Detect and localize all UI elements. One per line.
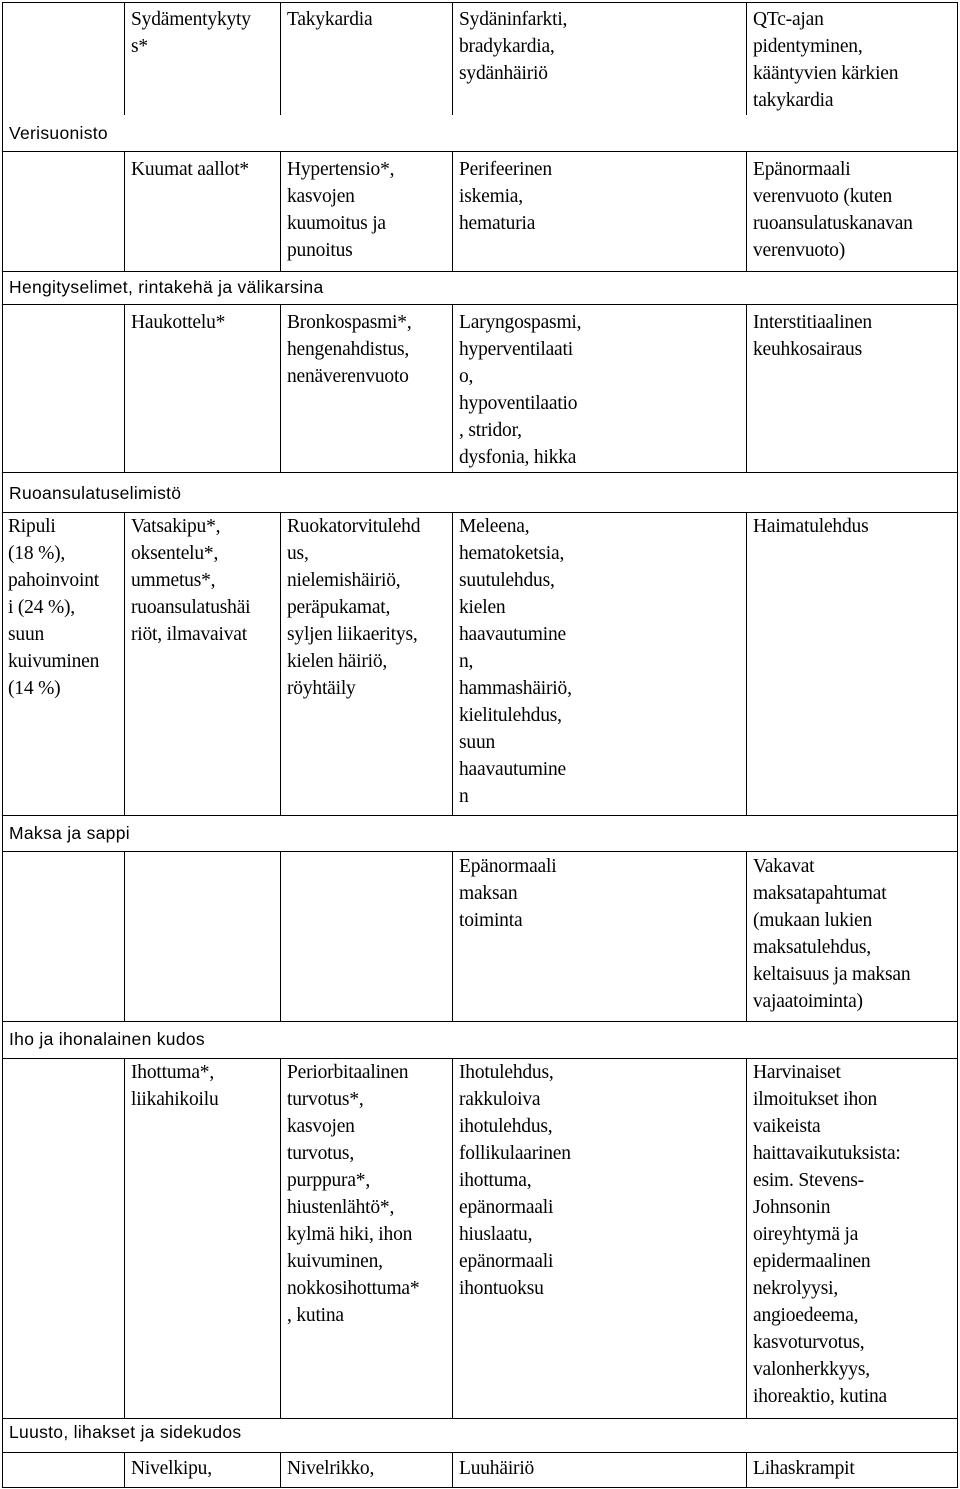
column-divider-4	[746, 512, 747, 815]
cell-hengitys-c2: Haukottelu*	[131, 312, 226, 333]
row-divider	[2, 271, 958, 272]
section-verisuonisto: Verisuonisto	[9, 123, 108, 143]
column-divider-3	[452, 1058, 453, 1418]
cell-hengitys-c5: Interstitiaalinen keuhkosairaus	[753, 312, 872, 360]
cell-luusto-c2: Nivelkipu,	[131, 1458, 212, 1479]
column-divider-3	[452, 512, 453, 815]
cell-sydan-c2: Sydämentykyty s*	[131, 9, 251, 57]
column-divider-3	[452, 304, 453, 472]
cell-sydan-c5: QTc-ajan pidentyminen, kääntyvien kärkien takykardia	[753, 9, 899, 111]
column-divider-1	[124, 151, 125, 271]
column-divider-4	[746, 2, 747, 115]
column-divider-4	[746, 1058, 747, 1418]
cell-iho-c3: Periorbitaalinen turvotus*, kasvojen turvotus, purppura*, hiustenlähtö*, kylmä hiki, ihon kuivuminen, nokkosihottuma* , kutina	[287, 1062, 420, 1326]
cell-iho-c4: Ihotulehdus, rakkuloiva ihotulehdus, follikulaarinen ihottuma, epänormaali hiuslaatu, epänormaali ihontuoksu	[459, 1062, 571, 1299]
column-divider-2	[280, 512, 281, 815]
column-divider-1	[124, 1058, 125, 1418]
column-divider-2	[280, 304, 281, 472]
column-divider-2	[280, 1058, 281, 1418]
row-divider	[2, 815, 958, 816]
cell-hengitys-c3: Bronkospasmi*, hengenahdistus, nenäverenvuoto	[287, 312, 412, 387]
column-divider-1	[124, 304, 125, 472]
cell-verisuonet-c2: Kuumat aallot*	[131, 159, 249, 180]
section-ruoansulatus: Ruoansulatuselimistö	[9, 483, 182, 503]
column-divider-4	[746, 851, 747, 1021]
cell-iho-c5: Harvinaiset ilmoitukset ihon vaikeista haittavaikutuksista: esim. Stevens- Johnsonin oireyhtymä ja epidermaalinen nekrolyysi, angioedeema, kasvoturvotus, valonherkkyys, ihoreaktio, kutina	[753, 1062, 901, 1407]
column-divider-4	[746, 304, 747, 472]
cell-luusto-c3: Nivelrikko,	[287, 1458, 375, 1479]
row-divider	[2, 304, 958, 305]
cell-maksa-c4: Epänormaali maksan toiminta	[459, 856, 557, 931]
cell-sydan-c4: Sydäninfarkti, bradykardia, sydänhäiriö	[459, 9, 568, 84]
table-border-right	[957, 2, 958, 1488]
row-divider	[2, 1418, 958, 1419]
column-divider-1	[124, 851, 125, 1021]
row-divider	[2, 472, 958, 473]
section-luusto: Luusto, lihakset ja sidekudos	[9, 1422, 242, 1442]
cell-verisuonet-c3: Hypertensio*, kasvojen kuumoitus ja punoitus	[287, 159, 395, 261]
cell-maksa-c5: Vakavat maksatapahtumat (mukaan lukien maksatulehdus, keltaisuus ja maksan vajaatoiminta)	[753, 856, 911, 1012]
cell-verisuonet-c4: Perifeerinen iskemia, hematuria	[459, 159, 552, 234]
row-divider	[2, 851, 958, 852]
table-border-left	[2, 2, 3, 1488]
section-iho: Iho ja ihonalainen kudos	[9, 1029, 205, 1049]
cell-hengitys-c4: Laryngospasmi, hyperventilaati o, hypoventilaatio , stridor, dysfonia, hikka	[459, 312, 582, 468]
column-divider-4	[746, 1452, 747, 1488]
table-border-bottom	[2, 1487, 958, 1488]
column-divider-1	[124, 1452, 125, 1488]
column-divider-1	[124, 2, 125, 115]
cell-ruoansulatus-c4: Meleena, hematoketsia, suutulehdus, kielen haavautumine n, hammashäiriö, kielitulehdus, suun haavautumine n	[459, 516, 572, 807]
cell-ruoansulatus-c5: Haimatulehdus	[753, 516, 869, 537]
column-divider-1	[124, 512, 125, 815]
column-divider-4	[746, 151, 747, 271]
cell-ruoansulatus-c2: Vatsakipu*, oksentelu*, ummetus*, ruoansulatushäi riöt, ilmavaivat	[131, 516, 251, 645]
cell-luusto-c5: Lihaskrampit	[753, 1458, 855, 1479]
column-divider-2	[280, 151, 281, 271]
row-divider	[2, 151, 958, 152]
cell-verisuonet-c5: Epänormaali verenvuoto (kuten ruoansulatuskanavan verenvuoto)	[753, 159, 913, 261]
cell-sydan-c3: Takykardia	[287, 9, 373, 30]
section-maksa: Maksa ja sappi	[9, 823, 130, 843]
row-divider	[2, 1452, 958, 1453]
column-divider-2	[280, 851, 281, 1021]
column-divider-3	[452, 151, 453, 271]
cell-luusto-c4: Luuhäiriö	[459, 1458, 535, 1479]
column-divider-2	[280, 1452, 281, 1488]
cell-ruoansulatus-c1: Ripuli (18 %), pahoinvoint i (24 %), suun kuivuminen (14 %)	[8, 516, 100, 699]
table-border-top	[2, 2, 958, 3]
section-hengityselimet: Hengityselimet, rintakehä ja välikarsina	[9, 277, 324, 297]
cell-ruoansulatus-c3: Ruokatorvitulehd us, nielemishäiriö, peräpukamat, syljen liikaeritys, kielen häiriö, röyhtäily	[287, 516, 421, 699]
column-divider-3	[452, 1452, 453, 1488]
column-divider-2	[280, 2, 281, 115]
cell-iho-c2: Ihottuma*, liikahikoilu	[131, 1062, 219, 1110]
row-divider	[2, 1021, 958, 1022]
column-divider-3	[452, 851, 453, 1021]
column-divider-3	[452, 2, 453, 115]
